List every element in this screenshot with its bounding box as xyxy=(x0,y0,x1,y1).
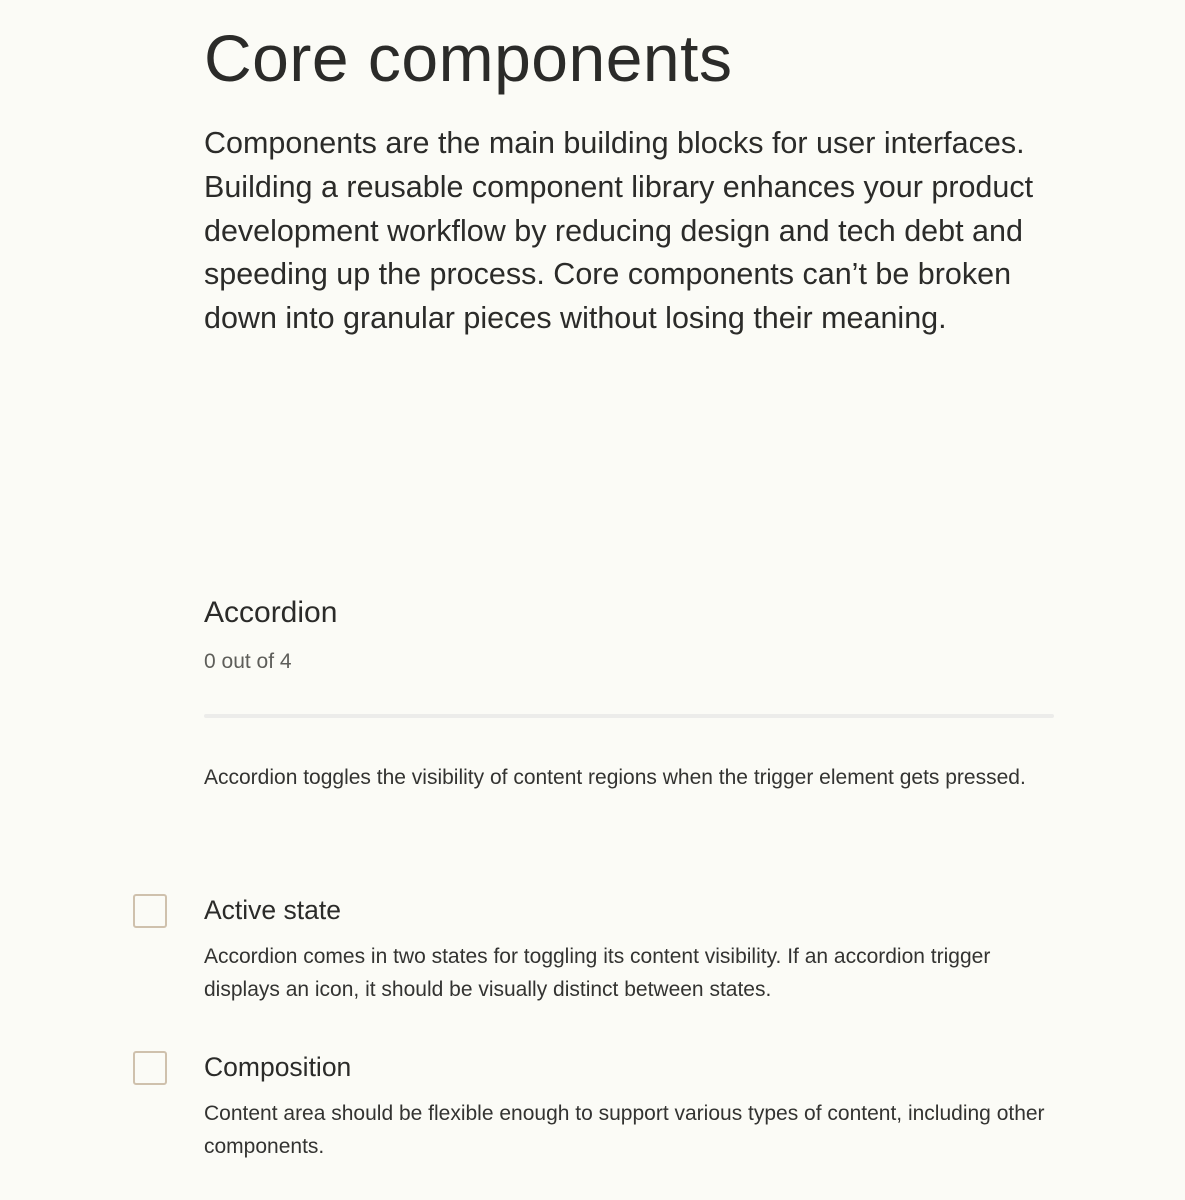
page-title: Core components xyxy=(204,21,733,95)
checklist-item-title: Active state xyxy=(204,895,341,925)
checklist-item-title: Composition xyxy=(204,1052,352,1082)
checklist-item-description: Content area should be flexible enough to support various types of content, including other components. xyxy=(204,1102,1045,1158)
progress-count: 0 out of 4 xyxy=(204,650,292,673)
composition-checkbox[interactable] xyxy=(133,1051,167,1085)
active-state-checkbox[interactable] xyxy=(133,894,167,928)
checklist-item-description: Accordion comes in two states for toggling its content visibility. If an accordion trigger displays an icon, it should be visually distinct between states. xyxy=(204,945,991,1001)
section-title: Accordion xyxy=(204,596,338,629)
progress-bar xyxy=(204,714,1054,718)
section-description: Accordion toggles the visibility of content regions when the trigger element gets pressed. xyxy=(204,766,1026,789)
page-intro: Components are the main building blocks for user interfaces. Building a reusable component library enhances your product development workflow by reducing design and tech debt and speeding up the process. Core components can’t be broken down into granular pieces without losing their meaning. xyxy=(204,126,1034,336)
